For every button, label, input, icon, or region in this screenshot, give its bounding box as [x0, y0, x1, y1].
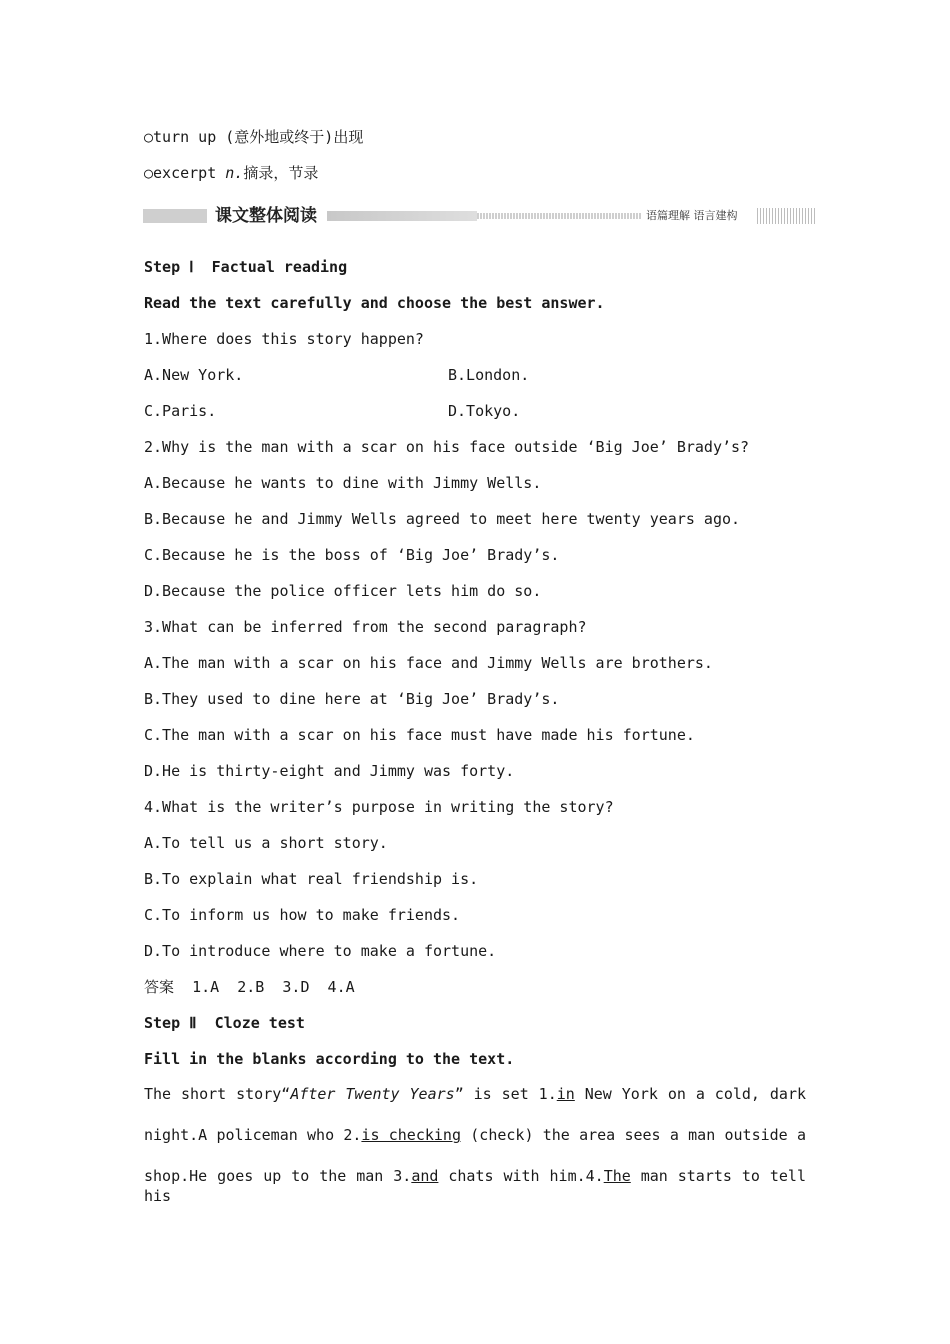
cloze-line-1	[144, 1084, 806, 1104]
banner-decoration	[757, 208, 815, 224]
cloze-text: (check) the area sees a man outside a	[461, 1126, 806, 1144]
answer-label: 答案	[144, 978, 175, 996]
cloze-text: New York on a cold, dark	[574, 1085, 807, 1103]
q1-option-d: D.Tokyo.	[448, 402, 521, 420]
cloze-text: shop.He goes up to the man 3.	[144, 1167, 412, 1185]
q1-option-c: C.Paris.	[144, 402, 217, 420]
q2-option-c: C.Because he is the boss of ‘Big Joe’ Brady’s.	[144, 546, 560, 564]
vocab-word: turn up	[153, 128, 217, 146]
vocab-item-excerpt	[144, 163, 318, 183]
vocab-pos: n.	[225, 164, 244, 182]
banner-decoration	[143, 209, 207, 223]
q4-option-a: A.To tell us a short story.	[144, 834, 388, 852]
q1-option-b: B.London.	[448, 366, 530, 384]
q2-option-a: A.Because he wants to dine with Jimmy Wells.	[144, 474, 542, 492]
cloze-text: chats with him.4.	[438, 1167, 604, 1185]
q4-option-b: B.To explain what real friendship is.	[144, 870, 479, 888]
answer-key	[144, 977, 355, 997]
cloze-text: man starts to tell his	[144, 1167, 806, 1205]
vocab-item-turn-up	[144, 127, 363, 147]
bullet-circle-icon: ○	[144, 128, 154, 146]
q2-option-d: D.Because the police officer lets him do so.	[144, 582, 542, 600]
question-3: 3.What can be inferred from the second paragraph?	[144, 618, 587, 636]
q4-option-c: C.To inform us how to make friends.	[144, 906, 461, 924]
question-4: 4.What is the writer’s purpose in writing the story?	[144, 798, 614, 816]
section-banner	[143, 205, 815, 227]
q1-option-a: A.New York.	[144, 366, 244, 384]
step1-heading: Step Ⅰ Factual reading	[144, 258, 348, 276]
q3-option-c: C.The man with a scar on his face must have made his fortune.	[144, 726, 695, 744]
question-2: 2.Why is the man with a scar on his face outside ‘Big Joe’ Brady’s?	[144, 438, 750, 456]
section-title: 课文整体阅读	[215, 206, 317, 226]
q3-option-d: D.He is thirty-eight and Jimmy was forty.	[144, 762, 515, 780]
banner-decoration	[327, 211, 477, 221]
banner-decoration	[477, 213, 641, 219]
q3-option-b: B.They used to dine here at ‘Big Joe’ Brady’s.	[144, 690, 560, 708]
section-tag: 语篇理解 语言建构	[646, 209, 738, 222]
q3-option-a: A.The man with a scar on his face and Jimmy Wells are brothers.	[144, 654, 713, 672]
story-title: After Twenty Years	[290, 1085, 455, 1103]
blank-3-answer: and	[411, 1167, 439, 1185]
blank-4-answer: The	[603, 1167, 631, 1185]
bullet-circle-icon: ○	[144, 164, 154, 182]
q2-option-b: B.Because he and Jimmy Wells agreed to meet here twenty years ago.	[144, 510, 741, 528]
step1-instruction: Read the text carefully and choose the best answer.	[144, 294, 605, 312]
question-1: 1.Where does this story happen?	[144, 330, 424, 348]
cloze-line-3	[144, 1166, 806, 1206]
answer-values: 1.A 2.B 3.D 4.A	[192, 978, 355, 996]
vocab-word: excerpt	[153, 164, 217, 182]
blank-2-answer: is checking	[361, 1126, 461, 1144]
cloze-text: night.A policeman who 2.	[144, 1126, 362, 1144]
step2-instruction: Fill in the blanks according to the text.	[144, 1050, 515, 1068]
cloze-text: The short story“	[144, 1085, 291, 1103]
blank-1-answer: in	[556, 1085, 575, 1103]
q4-option-d: D.To introduce where to make a fortune.	[144, 942, 497, 960]
vocab-meaning: 摘录，节录	[243, 164, 319, 182]
cloze-line-2	[144, 1125, 806, 1145]
cloze-text: ” is set 1.	[454, 1085, 557, 1103]
step2-heading: Step Ⅱ Cloze test	[144, 1014, 305, 1032]
vocab-meaning: (意外地或终于)出现	[216, 128, 364, 146]
